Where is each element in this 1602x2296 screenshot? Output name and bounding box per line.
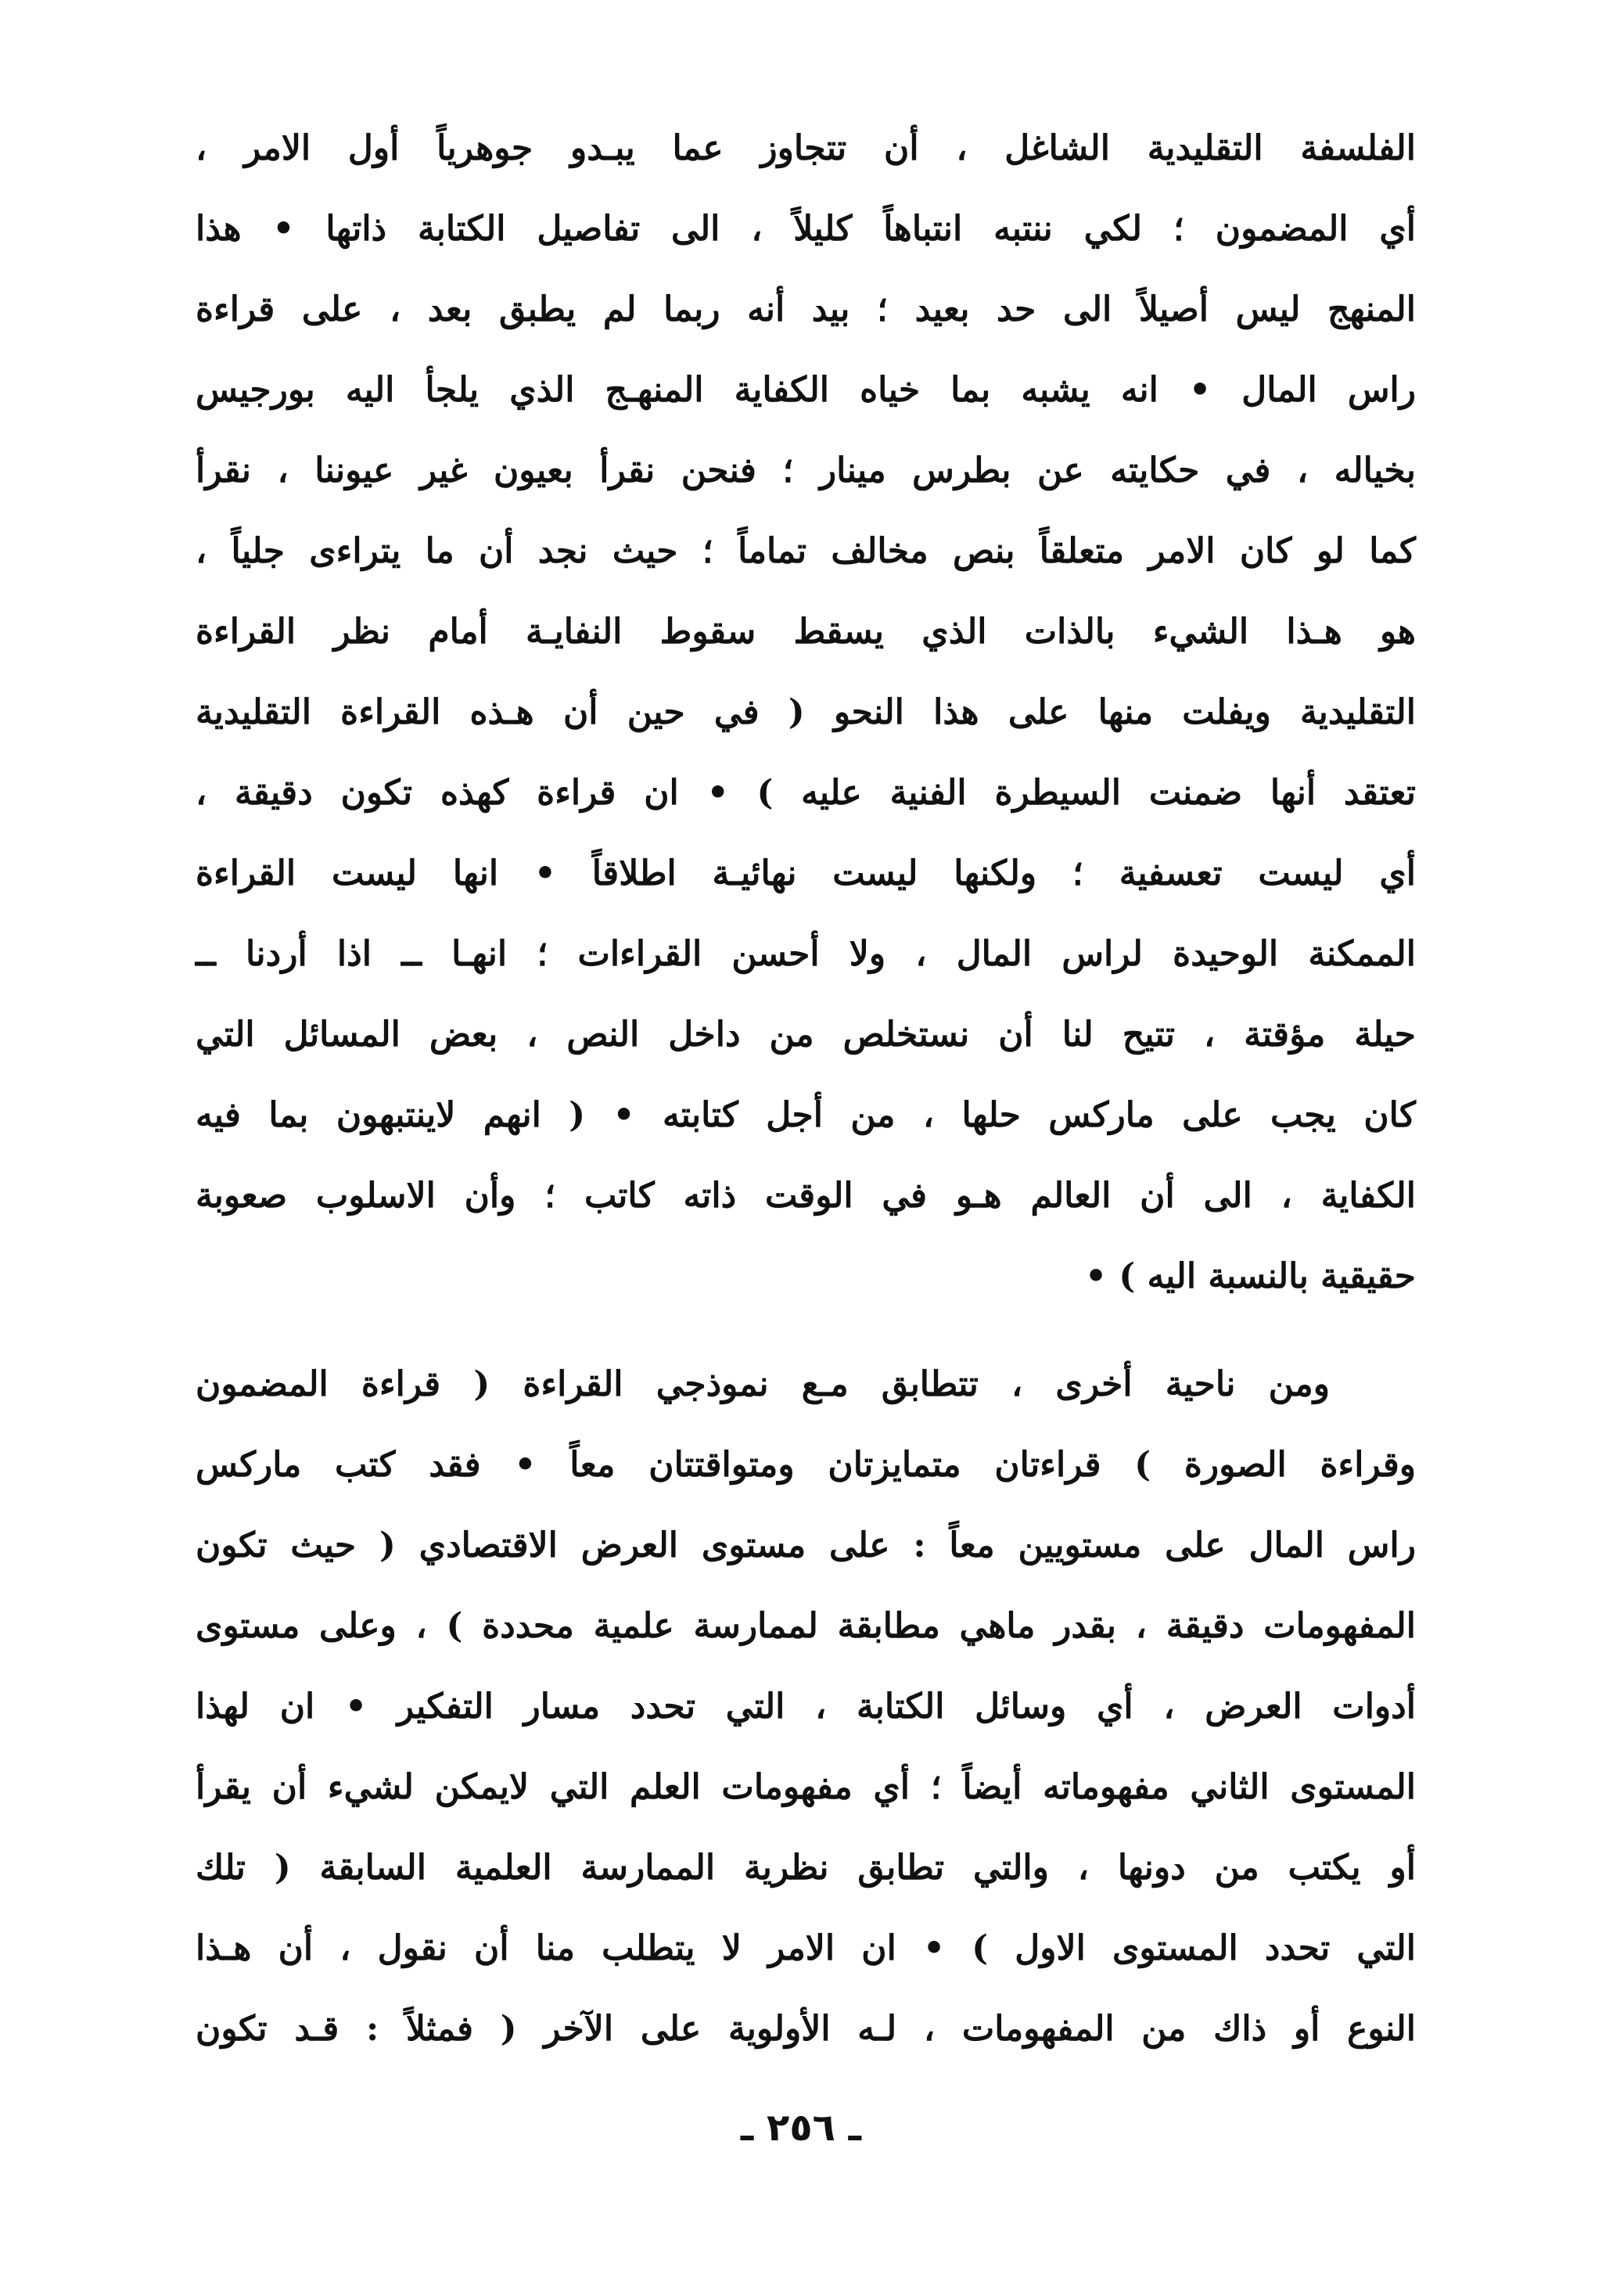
text-line: الممكنة الوحيدة لراس المال ، ولا أحسن القراءات ؛ انهـا ــ اذا أردنا ــ <box>196 934 1416 974</box>
text-line: هو هـذا الشيء بالذات الذي يسقط سقوط النفايـة أمام نظر القراءة <box>196 612 1416 652</box>
text-line: راس المال • انه يشبه بما خياه الكفاية المنهـج الذي يلجأ اليه بورجيس <box>196 370 1416 410</box>
text-line: حقيقية بالنسبة اليه ) • <box>1084 1256 1416 1296</box>
text-line: الفلسفة التقليدية الشاغل ، أن تتجاوز عما يبـدو جوهرياً أول الامر ، <box>196 128 1416 168</box>
paragraph-2 <box>196 1344 1416 2069</box>
text-line: راس المال على مستويين معاً : على مستوى العرض الاقتصادي ( حيث تكون <box>196 1525 1416 1565</box>
text-line: النوع أو ذاك من المفهومات ، لـه الأولوية على الآخر ( فمثلاً : قـد تكون <box>196 2009 1416 2049</box>
text-line: أو يكتب من دونها ، والتي تطابق نظرية الممارسة العلمية السابقة ( تلك <box>196 1848 1416 1888</box>
text-line: كما لو كان الامر متعلقاً بنص مخالف تماماً ؛ حيث نجد أن ما يتراءى جلياً ، <box>196 531 1416 571</box>
page-number: ـ ٢٥٦ ـ <box>740 2106 862 2150</box>
text-line: المنهج ليس أصيلاً الى حد بعيد ؛ بيد أنه ربما لم يطبق بعد ، على قراءة <box>196 289 1416 329</box>
text-line: الكفاية ، الى أن العالم هـو في الوقت ذاته كاتب ؛ وأن الاسلوب صعوبة <box>196 1176 1417 1216</box>
text-line: التقليدية ويفلت منها على هذا النحو ( في حين أن هـذه القراءة التقليدية <box>196 692 1416 732</box>
text-line: أي ليست تعسفية ؛ ولكنها ليست نهائيـة اطلاقاً • انها ليست القراءة <box>196 853 1416 893</box>
text-line: تعتقد أنها ضمنت السيطرة الفنية عليه ) • ان قراءة كهذه تكون دقيقة ، <box>196 773 1416 813</box>
text-line: ومن ناحية أخرى ، تتطابق مـع نموذجي القراءة ( قراءة المضمون <box>196 1364 1330 1404</box>
text-line: المفهومات دقيقة ، بقدر ماهي مطابقة لممارسة علمية محددة ) ، وعلى مستوى <box>196 1606 1416 1646</box>
text-line: أدوات العرض ، أي وسائل الكتابة ، التي تحدد مسار التفكير • ان لهذا <box>196 1687 1416 1726</box>
text-line: أي المضمون ؛ لكي ننتبه انتباهاً كليلاً ، الى تفاصيل الكتابة ذاتها • هذا <box>196 209 1416 249</box>
text-line: بخياله ، في حكايته عن بطرس مينار ؛ فنحن نقرأ بعيون غير عيوننا ، نقرأ <box>196 451 1416 490</box>
text-line: التي تحدد المستوى الاول ) • ان الامر لا يتطلب منا أن نقول ، أن هـذا <box>196 1928 1416 1968</box>
text-line: كان يجب على ماركس حلها ، من أجل كتابته • ( انهم لاينتبهون بما فيه <box>196 1095 1416 1135</box>
paragraph-1 <box>196 108 1416 1317</box>
text-line: حيلة مؤقتة ، تتيح لنا أن نستخلص من داخل النص ، بعض المسائل التي <box>196 1015 1416 1055</box>
text-line: المستوى الثاني مفهوماته أيضاً ؛ أي مفهومات العلم التي لايمكن لشيء أن يقرأ <box>196 1767 1416 1807</box>
text-line: وقراءة الصورة ) قراءتان متمايزتان ومتواقتتان معاً • فقد كتب ماركس <box>196 1445 1416 1485</box>
